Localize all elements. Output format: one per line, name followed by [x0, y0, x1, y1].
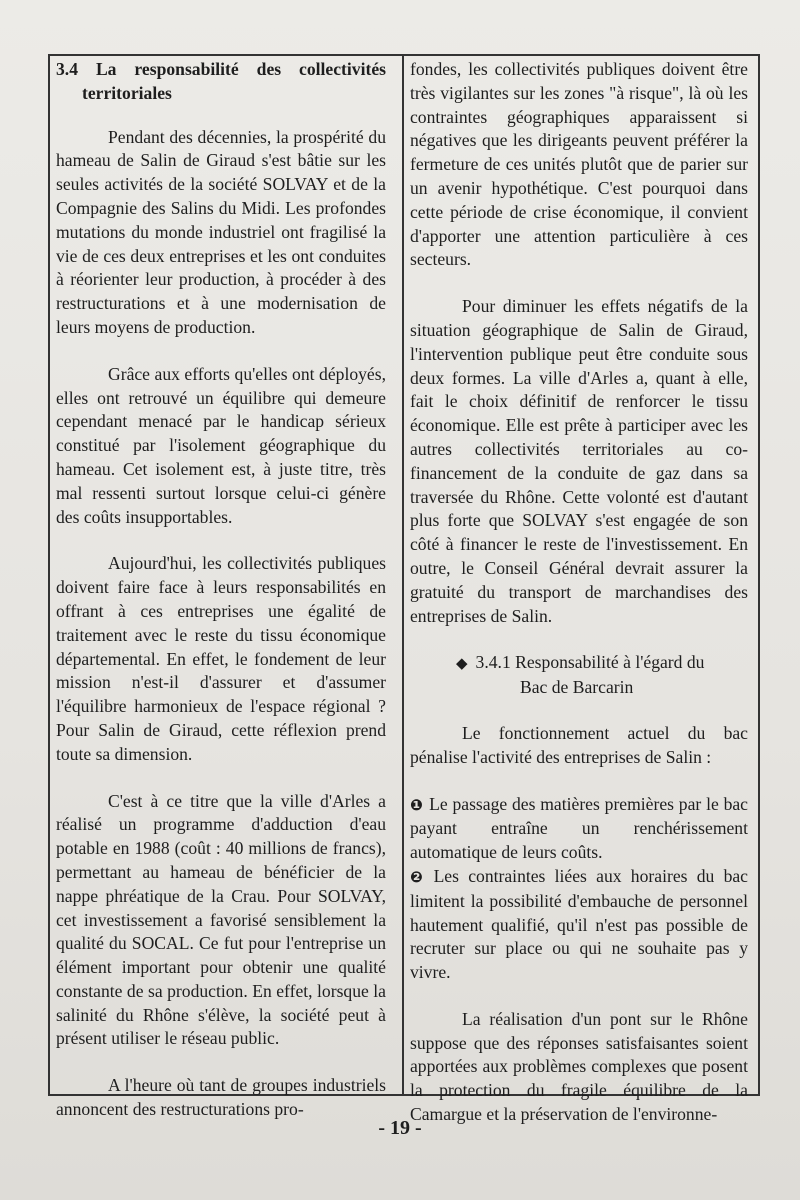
numbered-item-2: [410, 865, 748, 985]
number-two-icon: ❷: [410, 867, 428, 886]
diamond-bullet-icon: ◆: [456, 654, 468, 673]
right-column: [410, 58, 748, 1150]
column-divider: [402, 54, 404, 1096]
right-paragraph-4: La réalisation d'un pont sur le Rhône suppose que des réponses satisfaisantes soient apportées aux problèmes complexes que posent la protection du fragile équilibre de la Camargue et la préservation de l'environne-: [410, 1008, 748, 1125]
subsection-title-line1: 3.4.1 Responsabilité à l'égard du: [475, 652, 705, 673]
subsection-title-line2: Bac de Barcarin: [520, 677, 634, 698]
right-paragraph-2: Pour diminuer les effets négatifs de la situation géographique de Salin de Giraud, l'intervention publique peut être conduite sous deux formes. La ville d'Arles a, quant à elle, fait le choix définitif de renforcer le tissu économique. Elle est prête à participer avec les autres collectivités territoriales au co-financement de la conduite de gaz dans sa traversée du Rhône. Cette volonté est d'autant plus forte que SOLVAY s'est engagée de son côté à financer le reste de l'investissement. En outre, le Conseil Général devrait assurer la gratuité du transport de marchandises des entreprises de Salin.: [410, 296, 748, 626]
page-number: - 19 -: [378, 1117, 422, 1139]
section-heading: 3.4 La responsabilité des collectivités territoriales: [56, 59, 386, 103]
left-paragraph-3: Aujourd'hui, les collectivités publiques doivent faire face à leurs responsabilités en offrant à ces entreprises une égalité de traitement avec le reste du tissu économique départemental. En effet, le fondement de leur mission n'est-il d'assurer et d'assumer l'équilibre harmonieux de l'espace régional ? Pour Salin de Giraud, cette réflexion prend toute sa dimension.: [56, 553, 386, 764]
numbered-item-2-text: Les contraintes liées aux horaires du bac limitent la possibilité d'embauche de personnel hautement qualifié, qu'il n'est pas possible de recruter sur place ou qui ne souhaite pas y vivre.: [410, 865, 748, 983]
left-column: [56, 58, 386, 1145]
left-paragraph-1: Pendant des décennies, la prospérité du hameau de Salin de Giraud s'est bâtie sur les seules activités de la société SOLVAY et de la Compagnie des Salins du Midi. Les profondes mutations du monde industriel ont fragilisé la vie de ces deux entreprises et les ont conduites à réorienter leur production, à procéder à des restructurations et à une modernisation de leurs moyens de production.: [56, 126, 386, 337]
number-one-icon: ❶: [410, 795, 424, 814]
left-paragraph-5: A l'heure où tant de groupes industriels annoncent des restructurations pro-: [56, 1075, 386, 1120]
numbered-item-1: [410, 793, 748, 865]
left-paragraph-2: Grâce aux efforts qu'elles ont déployés, elles ont retrouvé un équilibre qui demeure cependant menacé par le handicap sérieux constitué par l'isolement géographique du hameau. Cet isolement est, à juste titre, très mal ressenti surtout lorsque celui-ci génère des coûts insupportables.: [56, 363, 386, 527]
numbered-item-1-text: Le passage des matières premières par le bac payant entraîne un renchérissement automatique de leurs coûts.: [410, 793, 748, 863]
left-paragraph-4: C'est à ce titre que la ville d'Arles a réalisé un programme d'adduction d'eau potable en 1988 (coût : 40 millions de francs), permettant au hameau de bénéficier de la nappe phréatique de la Crau. Pour SOLVAY, cet investissement a favorisé sensiblement la qualité du SOCAL. Ce fut pour l'entreprise un élément important pour obtenir une qualité constante de sa production. En effet, lorsque la salinité du Rhône s'élève, la société peut à présent utiliser le réseau public.: [56, 790, 386, 1049]
subsection-heading: [410, 651, 748, 700]
right-paragraph-1: fondes, les collectivités publiques doivent être très vigilantes sur les zones "à risque", là où les contraintes géographiques apparaissent si négatives que les dirigeants peuvent préférer la fermeture de ces unités plutôt que de parier sur un avenir hypothétique. C'est pourquoi dans cette période de crise économique, il convient d'apporter une attention particulière à ces secteurs.: [410, 59, 748, 270]
right-paragraph-3: Le fonctionnement actuel du bac pénalise l'activité des entreprises de Salin :: [410, 722, 748, 767]
